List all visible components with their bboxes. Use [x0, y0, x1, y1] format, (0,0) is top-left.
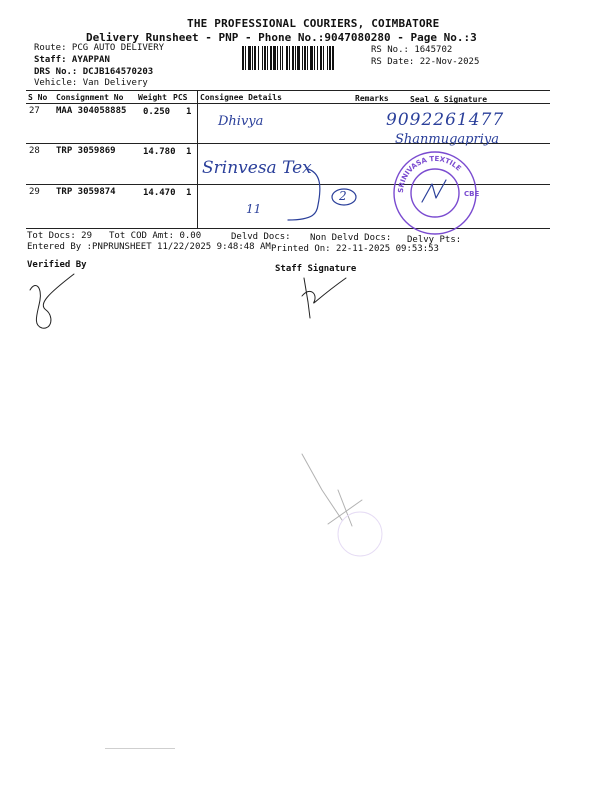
- verified-by-label: Verified By: [27, 260, 87, 270]
- barcode-bar: [314, 46, 315, 70]
- staff-signature: [296, 272, 356, 327]
- row-pcs: 1: [186, 147, 192, 157]
- col-remarks: Remarks: [355, 94, 389, 103]
- col-weight: Weight: [138, 93, 167, 102]
- row-pcs: 1: [186, 107, 192, 117]
- barcode-bar: [262, 46, 263, 70]
- barcode-bar: [242, 46, 244, 70]
- handwritten-bracket-row28: [280, 165, 360, 225]
- entered-by: Entered By :PNPRUNSHEET 11/22/2025 9:48:48 AM: [27, 242, 271, 252]
- barcode-bar: [282, 46, 283, 70]
- row-consignment: TRP 3059874: [56, 187, 116, 197]
- col-sno: S No: [28, 93, 48, 102]
- barcode-bar: [277, 46, 278, 70]
- handwritten-consignee-row28: Srinvesa Tex: [202, 158, 312, 178]
- barcode-bar: [310, 46, 313, 70]
- staff-signature-label: Staff Signature: [275, 264, 357, 274]
- barcode-bar: [286, 46, 288, 70]
- handwritten-phone-row27: 9092261477: [386, 110, 505, 130]
- barcode-bar: [270, 46, 272, 70]
- barcode-bar: [295, 46, 296, 70]
- row-sno: 29: [29, 187, 40, 197]
- bleed-through-mark: [292, 450, 402, 560]
- col-seal: Seal & Signature: [410, 95, 488, 104]
- company-title: THE PROFESSIONAL COURIERS, COIMBATORE: [187, 17, 440, 30]
- total-cod-amount: Tot COD Amt: 0.00: [109, 231, 202, 241]
- row-sno: 28: [29, 146, 40, 156]
- barcode-bar: [280, 46, 281, 70]
- barcode-bar: [297, 46, 300, 70]
- row-consignment: TRP 3059869: [56, 146, 116, 156]
- barcode-bar: [304, 46, 306, 70]
- staff-label: Staff: AYAPPAN: [34, 55, 110, 65]
- table-top-rule: [26, 90, 550, 91]
- route-label: Route: PCG AUTO DELIVERY: [34, 43, 165, 53]
- rs-date: RS Date: 22-Nov-2025: [371, 57, 480, 67]
- barcode-bar: [320, 46, 322, 70]
- non-delivered-docs: Non Delvd Docs:: [310, 233, 392, 243]
- col-pcs: PCS: [173, 93, 188, 102]
- col-consignee: Consignee Details: [200, 93, 282, 102]
- barcode-bar: [245, 46, 246, 70]
- delivered-docs: Delvd Docs:: [231, 232, 291, 242]
- row-pcs: 1: [186, 188, 192, 198]
- barcode-bar: [307, 46, 308, 70]
- company-stamp: [392, 150, 478, 236]
- stamp-text: SRINIVASA TEXTILE: [396, 154, 463, 194]
- row-weight: 14.470: [143, 188, 176, 198]
- barcode-bar: [267, 46, 268, 70]
- drs-number: DRS No.: DCJB164570203: [34, 67, 154, 77]
- barcode-bar: [302, 46, 303, 70]
- rs-number: RS No.: 1645702: [371, 45, 453, 55]
- stamp-place: CBE: [464, 190, 480, 198]
- total-docs: Tot Docs: 29: [27, 231, 93, 241]
- handwritten-ditto-row29: 11: [246, 202, 262, 216]
- bleed-through-line: [105, 748, 175, 749]
- runsheet-title: Delivery Runsheet - PNP - Phone No.:9047080280 - Page No.:3: [86, 31, 477, 44]
- barcode-bar: [252, 46, 253, 70]
- barcode-bar: [264, 46, 266, 70]
- col-consignment: Consignment No: [56, 93, 124, 102]
- row-sno: 27: [29, 106, 40, 116]
- printed-on: Printed On: 22-11-2025 09:53:53: [271, 244, 439, 254]
- row-weight: 14.780: [143, 147, 176, 157]
- barcode-bar: [329, 46, 331, 70]
- handwritten-consignee-row27: Dhivya: [218, 114, 264, 129]
- handwritten-name-row27: Shanmugapriya: [395, 132, 499, 147]
- barcode-bar: [289, 46, 290, 70]
- barcode-bar: [332, 46, 334, 70]
- barcode-bar: [317, 46, 318, 70]
- barcode-bar: [292, 46, 294, 70]
- row-consignment: MAA 304058885: [56, 106, 127, 116]
- barcode-image: [242, 46, 366, 70]
- barcode-bar: [248, 46, 251, 70]
- column-divider: [197, 90, 198, 228]
- barcode-bar: [258, 46, 259, 70]
- handwritten-count-row28: 2: [339, 189, 347, 203]
- vehicle-label: Vehicle: Van Delivery: [34, 78, 148, 88]
- barcode-bar: [273, 46, 276, 70]
- verified-by-signature: [28, 270, 88, 340]
- barcode-bar: [254, 46, 256, 70]
- barcode-bar: [323, 46, 324, 70]
- row-weight: 0.250: [143, 107, 171, 117]
- delivery-points: Delvy Pts:: [407, 235, 462, 245]
- barcode-bar: [327, 46, 328, 70]
